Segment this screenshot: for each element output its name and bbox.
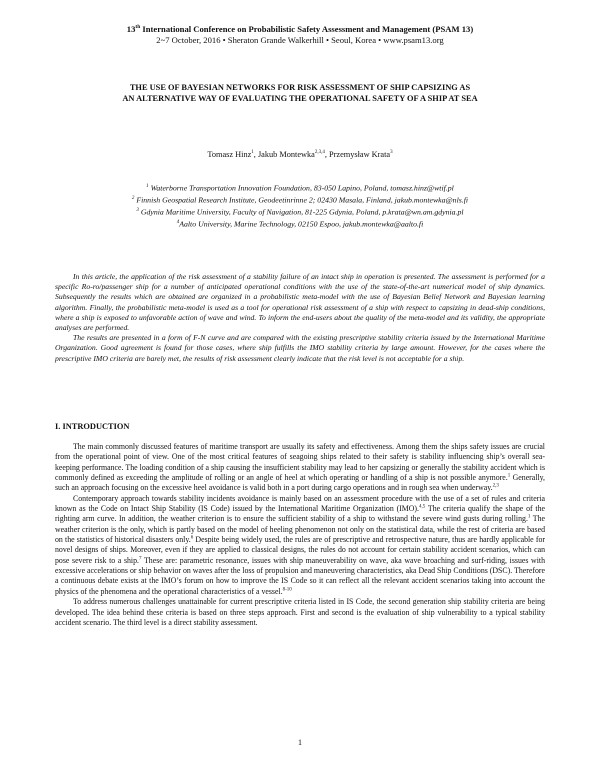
affiliations (70, 182, 530, 230)
affiliation-mark: 1 (146, 184, 149, 189)
conference-header (60, 22, 540, 46)
body-paragraph-2 (55, 494, 545, 597)
author-separator: , (324, 150, 330, 159)
affiliation-line (70, 194, 530, 206)
paper-title-line-1: THE USE OF BAYESIAN NETWORKS FOR RISK ASSESSMENT OF SHIP CAPSIZING AS (129, 83, 471, 92)
section-heading: I. INTRODUCTION (55, 422, 130, 431)
body-text: The main commonly discussed features of maritime transport are usually its safety and effectiveness. Among them the ships safety issues are crucial from the operational point of view. One of the most critical features of seagoing ships related to their safety is stability influencing ship’s overall sea-keeping performance. The loading condition of a ship causing the insufficient stability may lead to her capsizing or generally the stability accident which is commonly defined as exceeding the amplitude of rolling or an angle of heel at which operating or handling of a ship is not possible anymore. (55, 442, 545, 483)
page-number: 1 (298, 738, 302, 747)
affiliation-text: Finnish Geospatial Research Institute, Geodeetinrinne 2; 02430 Masala, Finland, jakub.montewka@nls.fi (134, 195, 469, 205)
affiliation-text: Waterborne Transportation Innovation Foundation, 83-050 Lapino, Poland, tomasz.hinz@wtif.pl (148, 183, 454, 193)
affiliation-text: Aalto University, Marine Technology, 02150 Espoo, jakub.montewka@aalto.fi (179, 219, 424, 229)
body-text: These are: parametric resonance, issues with ship maneuverability on wave, aka wave broaching and surf-riding, issues with excessive accelerations or ship behavior on waves after the loss of propulsion and maneuvering characteristics, aka Dead Ship Conditions (DSC). Therefore a continuous debate exists at the IMO’s forum on how to improve the IS Code so it can reflect all the relevant accident scenarios taking into account the physics of the phenomena and the operational characteristics of a vessel. (55, 555, 545, 596)
conference-number-suffix: th (135, 24, 141, 30)
body-text: Contemporary approach towards stability incidents avoidance is mainly based on an assessment procedure with the use of a set of rules and criteria known as the Code on Intact Ship Stability (IS Code) issued by the International Maritime Organization (IMO). (55, 493, 545, 514)
body-paragraph-1 (55, 442, 545, 494)
affiliation-mark: 2 (131, 196, 135, 201)
abstract (55, 272, 545, 364)
conference-name (60, 22, 540, 35)
citation-mark: 2,3 (492, 483, 499, 489)
body-text: Generally, such an approach focusing on the excessive heel avoidance is valid both in a port during cargo operations and in rough sea when underway. (55, 473, 545, 493)
abstract-paragraph-1: In this article, the application of the risk assessment of a stability failure of an intact ship in operation is presented. The assessment is performed for a specific Ro-ro/passenger ship for a number of anticipated operational conditions with the use of the state-of-the-art numerical model of ship dynamics. Subsequently the results which are obtained are organized in a probabilistic meta-model with the use of Bayesian Belief Network and Bayesian learning algorithm. Finally, the probabilistic meta-model is used as a tool for operational risk assessment of a ship with respect to capsizing in dead-ship conditions, where a ship is exposed to unfavorable action of wave and wind. To inform the end-users about the quality of the meta-model and its validity, the appropriate analyses are performed. (55, 272, 545, 333)
author-name: Tomasz Hinz (207, 150, 252, 159)
author-name: Jakub Montewka (257, 150, 315, 159)
body-paragraph-3: To address numerous challenges unattainable for current prescriptive criteria listed in IS Code, the second generation ship stability criteria are being developed. The idea behind these criteria is based on three steps approach. First and second is the evaluation of ship vulnerability to a typical stability accident scenario. The third level is a direct stability assessment. (55, 597, 545, 627)
author-separator: , (253, 150, 258, 159)
citation-mark: 6 (190, 535, 194, 541)
conference-number: 13 (126, 23, 136, 34)
author-name: Przemysław Krata (329, 150, 391, 159)
body-text: The criteria qualify the shape of the righting arm curve. In addition, the weather criterion is to ensure the sufficient stability of a ship to withstand the severe wind gusts during rolling. (55, 504, 545, 524)
section-body (55, 442, 545, 628)
body-text: Despite being widely used, the rules are of prescriptive and retrospective nature, thus are hardly applicable for novel designs of ships. Moreover, even if they are applied to classical designs, the rules do not account for certain stability accident scenarios, which can pose severe risk to a ship. (55, 535, 545, 565)
author-affiliation-mark: 3 (390, 150, 393, 156)
citation-mark: 4,5 (419, 504, 426, 510)
abstract-paragraph-2: The results are presented in a form of F-N curve and are compared with the existing prescriptive stability criteria issued by the International Maritime Organization. Good agreement is found for those cases, where ship fulfills the IMO stability criteria by large amount. However, for the cases where the prescriptive IMO criteria are barely met, the results of risk assessment clearly indicate that the risk level is not acceptable for a ship. (55, 333, 545, 363)
affiliation-text: Gdynia Maritime University, Faculty of Navigation, 81-225 Gdynia, Poland, p.krata@wn.am.gdynia.pl (138, 207, 464, 217)
affiliation-mark: 3 (136, 208, 139, 213)
author-affiliation-mark: 2,3,4 (314, 150, 325, 156)
conference-title: International Conference on Probabilistic Safety Assessment and Management (PSAM 13) (140, 23, 474, 34)
affiliation-mark: 4 (176, 220, 180, 225)
citation-mark: 1 (527, 514, 531, 520)
affiliation-line (70, 206, 530, 218)
author-list (70, 150, 530, 159)
paper-title-line-2: AN ALTERNATIVE WAY OF EVALUATING THE OPERATIONAL SAFETY OF A SHIP AT SEA (122, 94, 478, 103)
author-affiliation-mark: 1 (251, 150, 254, 156)
conference-details: 2~7 October, 2016 • Sheraton Grande Walkerhill • Seoul, Korea • www.psam13.org (156, 34, 444, 45)
affiliation-line (70, 182, 530, 194)
citation-mark: 8-10 (282, 587, 292, 593)
citation-mark: 1 (507, 473, 511, 479)
body-text: The weather criterion is the only, which is partly based on the model of heeling phenomenon not only on the statistical data, while the rest of criteria are based on the statistics of historical disasters only. (55, 514, 546, 545)
affiliation-line (70, 218, 530, 230)
paper-title (70, 82, 530, 104)
citation-mark: 7 (139, 556, 142, 562)
